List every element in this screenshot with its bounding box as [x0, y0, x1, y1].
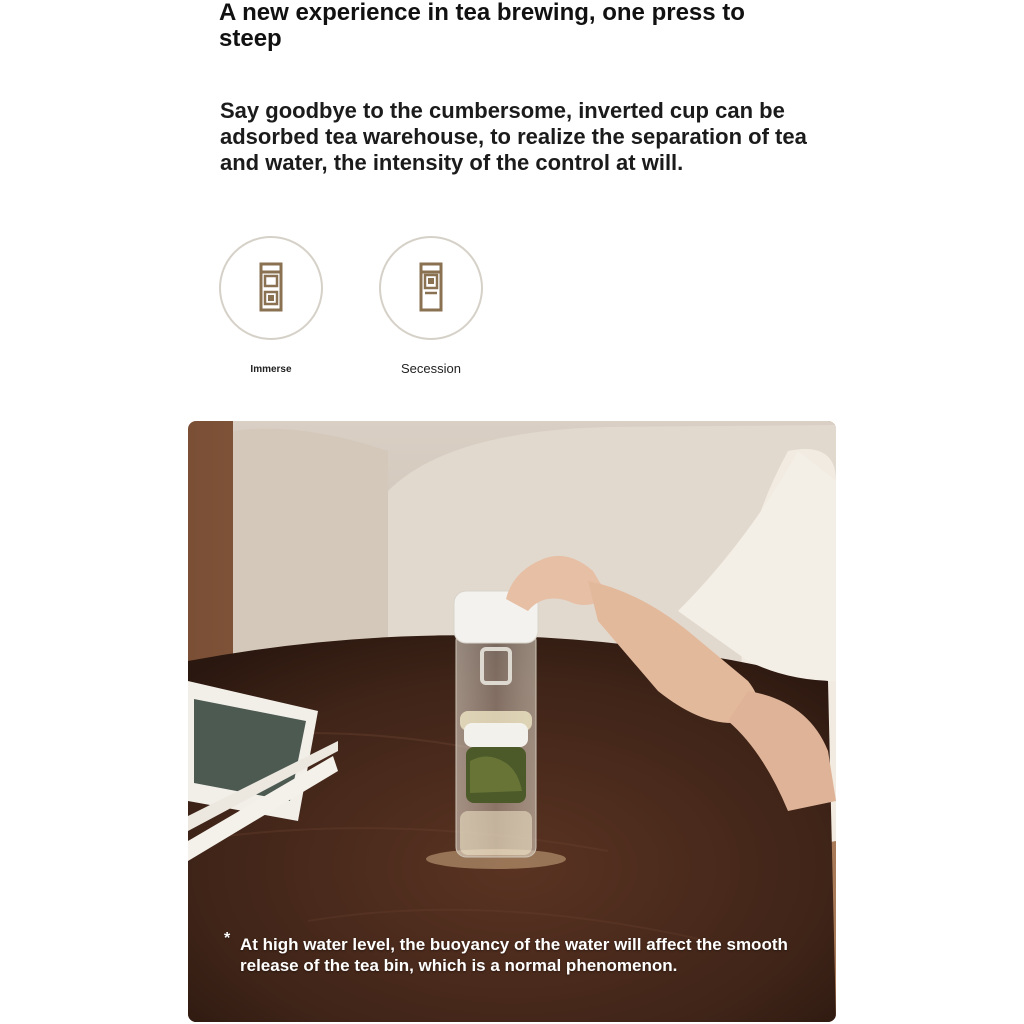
mode-secession	[379, 236, 483, 340]
product-photo	[188, 421, 836, 1022]
bottle-secession-icon	[381, 238, 481, 338]
description-text: Say goodbye to the cumbersome, inverted cup can be adsorbed tea warehouse, to realize the separation of tea and water, the intensity of the control at will.	[220, 98, 807, 175]
bottle-immerse-icon	[221, 238, 321, 338]
footnote-text: At high water level, the buoyancy of the water will affect the smooth release of the tea bin, which is a normal phenomenon.	[240, 935, 788, 975]
footnote	[224, 930, 820, 976]
tea-bottle-scene-image	[188, 421, 836, 1022]
mode-label-immerse: Immerse	[250, 364, 292, 375]
mode-immerse	[219, 236, 323, 340]
mode-label-secession: Secession	[401, 361, 461, 376]
footnote-marker: *	[224, 930, 231, 947]
page-title: A new experience in tea brewing, one press to steep	[219, 0, 745, 52]
